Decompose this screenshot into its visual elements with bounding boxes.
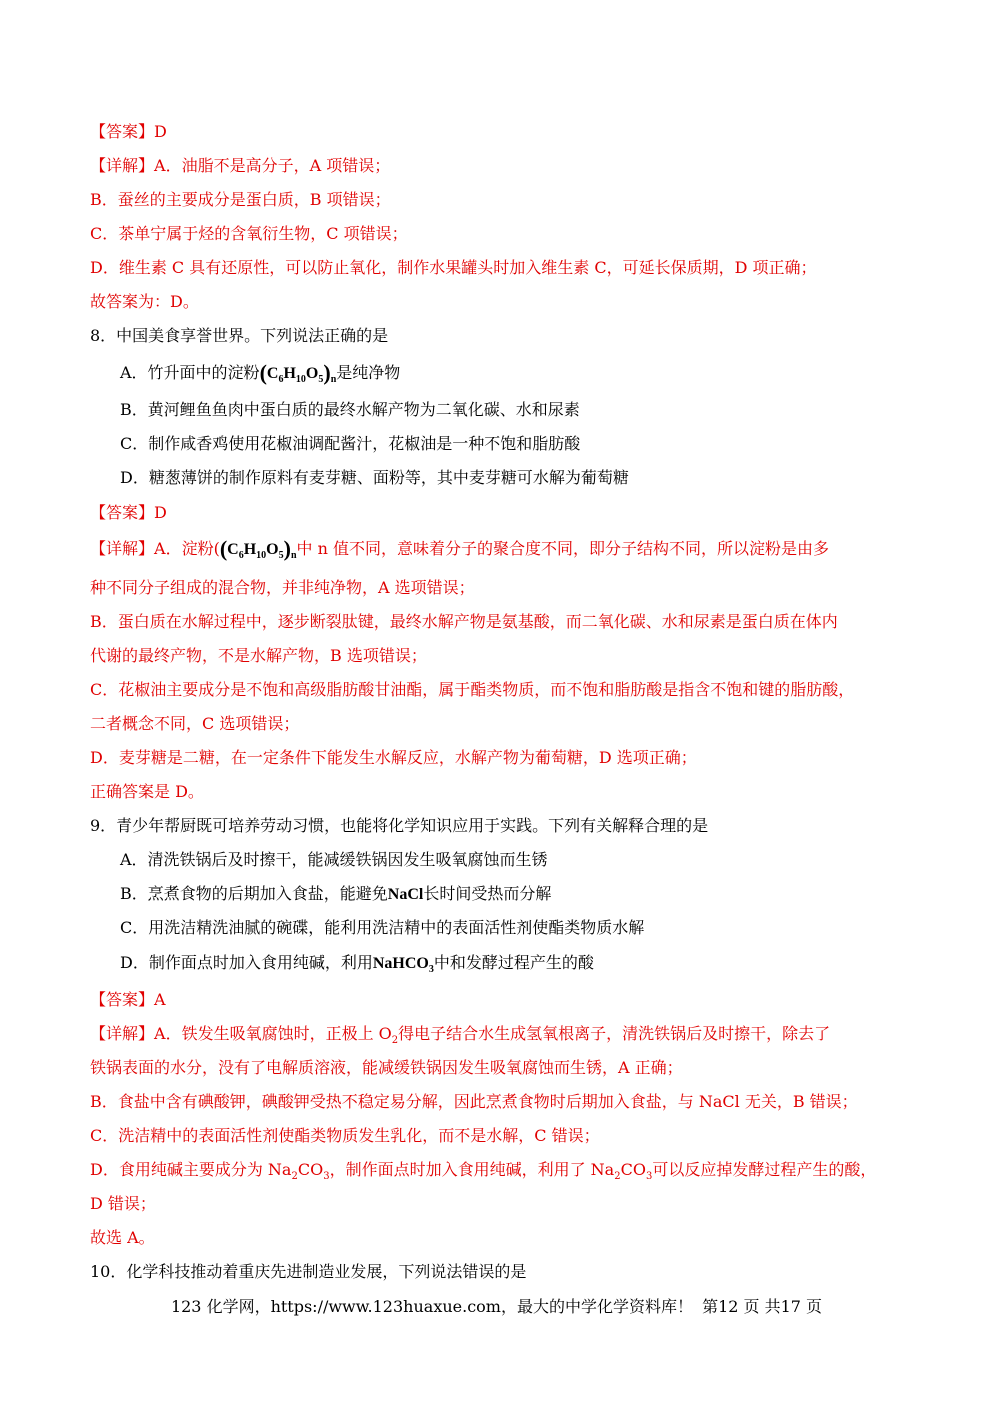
q8-detail-c1: C．花椒油主要成分是不饱和高级脂肪酸甘油酯，属于酯类物质，而不饱和脂肪酸是指含不饱和键的脂肪酸， — [90, 680, 855, 699]
option-text: D．制作面点时加入食用纯碱，利用 — [120, 953, 373, 972]
detail-tag: 【详解】 — [90, 156, 155, 175]
q8-option-d: D．糖葱薄饼的制作原料有麦芽糖、面粉等，其中麦芽糖可水解为葡萄糖 — [120, 468, 629, 487]
nahco3-formula: NaHCO$_3$ — [372, 955, 434, 975]
option-text-post: 中和发酵过程产生的酸 — [433, 953, 594, 972]
q9-option-d — [120, 952, 594, 975]
q8-detail-d: D．麦芽糖是二糖，在一定条件下能发生水解反应，水解产物为葡萄糖，D 选项正确； — [90, 748, 697, 767]
q9-option-c: C．用洗洁精洗油腻的碗碟，能利用洗洁精中的表面活性剂使酯类物质水解 — [120, 918, 645, 937]
q7-answer-line — [90, 121, 167, 143]
q9-detail-c: C．洗洁精中的表面活性剂使酯类物质发生乳化，而不是水解，C 错误； — [90, 1126, 600, 1145]
page-footer — [0, 1296, 993, 1318]
q10-stem: 10．化学科技推动着重庆先进制造业发展，下列说法错误的是 — [90, 1262, 527, 1281]
detail-text: D．食用纯碱主要成分为 Na — [90, 1160, 292, 1179]
detail-text: A．铁发生吸氧腐蚀时，正极上 O — [154, 1024, 392, 1043]
answer-tag: 【答案】 — [90, 990, 155, 1009]
option-text: A．竹升面中的淀粉 — [120, 363, 260, 382]
detail-tag: 【详解】 — [90, 539, 155, 558]
q8-answer-line — [90, 502, 167, 524]
q7-detail-c: C．茶单宁属于烃的含氧衍生物，C 项错误； — [90, 224, 408, 243]
q9-answer-line — [90, 989, 166, 1011]
starch-formula: $(C_6H_{10}O_5)_n$ — [219, 536, 297, 561]
footer-site: 123 化学网，https://www.123huaxue.com，最大的中学化学资料库！ — [170, 1297, 693, 1316]
nacl-formula: NaCl — [387, 886, 424, 903]
answer-value: D — [154, 503, 167, 522]
q9-stem: 9．青少年帮厨既可培养劳动习惯，也能将化学知识应用于实践。下列有关解释合理的是 — [90, 816, 709, 835]
q7-detail-a — [90, 155, 390, 177]
q9-option-a: A．清洗铁锅后及时擦干，能减缓铁锅因发生吸氧腐蚀而生锈 — [120, 850, 548, 869]
option-text: B．烹煮食物的后期加入食盐，能避免 — [120, 884, 388, 903]
subscript: 2 — [391, 1035, 399, 1046]
answer-value: D — [154, 122, 167, 141]
detail-text-post: 中 n 值不同，意味着分子的聚合度不同，即分子结构不同，所以淀粉是由多 — [296, 539, 829, 558]
q8-detail-b2: 代谢的最终产物，不是水解产物，B 选项错误； — [90, 646, 427, 665]
answer-tag: 【答案】 — [90, 503, 155, 522]
q8-conclusion: 正确答案是 D。 — [90, 782, 204, 801]
answer-tag: 【答案】 — [90, 122, 155, 141]
q8-option-b: B．黄河鲤鱼鱼肉中蛋白质的最终水解产物为二氧化碳、水和尿素 — [120, 400, 580, 419]
q9-detail-d-cont: D 错误； — [90, 1194, 156, 1213]
starch-formula: $(C_6H_{10}O_5)_n$ — [259, 360, 337, 385]
q7-conclusion: 故答案为：D。 — [90, 292, 199, 311]
q9-detail-a-cont: 铁锅表面的水分，没有了电解质溶液，能减缓铁锅因发生吸氧腐蚀而生锈，A 正确； — [90, 1058, 683, 1077]
detail-text-post: 可以反应掉发酵过程产生的酸， — [652, 1160, 877, 1179]
q8-detail-a — [90, 538, 829, 561]
q8-detail-a-cont: 种不同分子组成的混合物，并非纯净物，A 选项错误； — [90, 578, 475, 597]
q7-detail-d: D．维生素 C 具有还原性，可以防止氧化，制作水果罐头时加入维生素 C，可延长保质期，D 项正确； — [90, 258, 817, 277]
option-text-post: 是纯净物 — [336, 363, 401, 382]
q8-detail-b1: B．蛋白质在水解过程中，逐步断裂肽键，最终水解产物是氨基酸，而二氧化碳、水和尿素是蛋白质在体内 — [90, 612, 838, 631]
detail-text: A．油脂不是高分子，A 项错误； — [154, 156, 391, 175]
q9-conclusion: 故选 A。 — [90, 1228, 155, 1247]
q8-stem: 8．中国美食享誉世界。下列说法正确的是 — [90, 326, 389, 345]
answer-value: A — [154, 990, 166, 1009]
option-text-post: 长时间受热而分解 — [423, 884, 552, 903]
detail-text-post: 得电子结合水生成氢氧根离子，清洗铁锅后及时擦干，除去了 — [398, 1024, 831, 1043]
footer-page-number: 第12 页 共17 页 — [702, 1297, 823, 1316]
detail-tag: 【详解】 — [90, 1024, 155, 1043]
q7-detail-b: B．蚕丝的主要成分是蛋白质，B 项错误； — [90, 190, 391, 209]
q8-option-c: C．制作咸香鸡使用花椒油调配酱汁，花椒油是一种不饱和脂肪酸 — [120, 434, 581, 453]
detail-text: A．淀粉( — [154, 539, 220, 558]
q9-option-b — [120, 883, 551, 906]
q9-detail-a — [90, 1023, 830, 1045]
q9-detail-d: D．食用纯碱主要成分为 $Na_2CO_3$，制作面点时加入食用纯碱，利用了 $Na_2CO_3$可以反应掉发酵过程产生的酸， — [90, 1160, 877, 1182]
q9-detail-b: B．食盐中含有碘酸钾，碘酸钾受热不稳定易分解，因此烹煮食物时后期加入食盐，与 NaCl 无关，B 错误； — [90, 1092, 858, 1111]
q8-option-a — [120, 362, 400, 385]
q8-detail-c2: 二者概念不同，C 选项错误； — [90, 714, 300, 733]
